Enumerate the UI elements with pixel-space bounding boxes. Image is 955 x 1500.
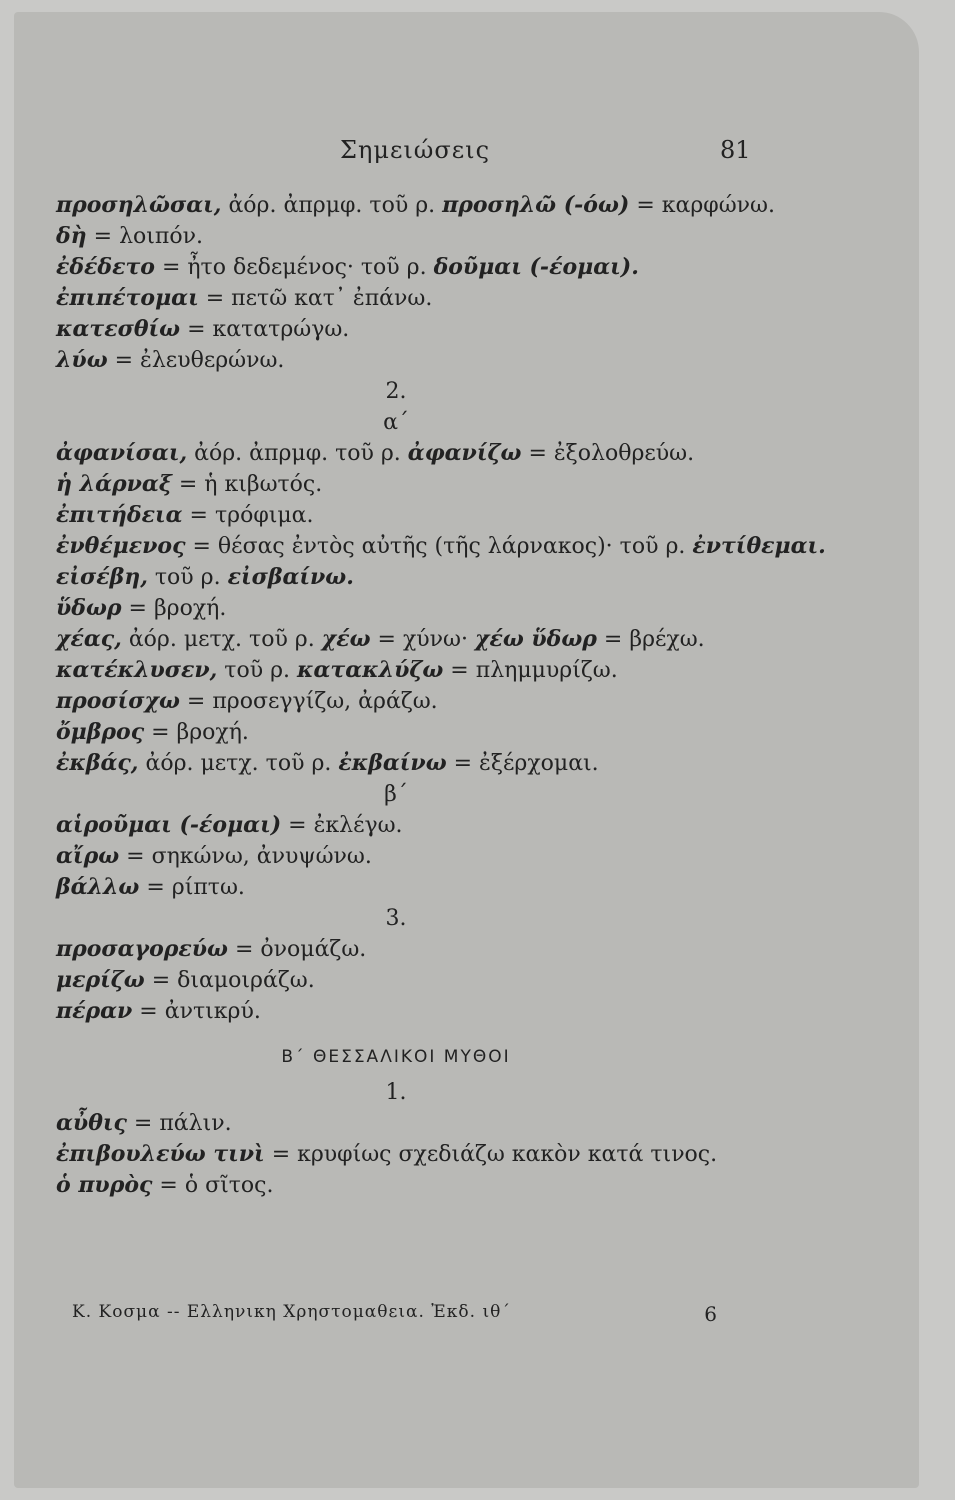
lemma-term: ὁ πυρὸς — [56, 1172, 153, 1198]
gloss-text: τοῦ ρ. — [147, 565, 228, 590]
gloss-line — [56, 717, 776, 748]
gloss-text: = ὁ σῖτος. — [152, 1173, 274, 1198]
gloss-line — [56, 965, 776, 996]
lemma-term: δὴ — [56, 223, 87, 249]
lemma-term: αἱροῦμαι (-έομαι) — [56, 812, 282, 838]
gloss-text: = λοιπόν. — [86, 224, 203, 249]
gloss-line — [56, 252, 776, 283]
gloss-line — [56, 748, 776, 779]
gloss-line — [56, 686, 776, 717]
gloss-line — [56, 624, 776, 655]
lemma-term: χέας, — [56, 626, 122, 652]
gloss-text: = τρόφιμα. — [182, 503, 314, 528]
lemma-term: ἀφανίζω — [407, 440, 522, 466]
chapter-section-number-1: 1. — [385, 1080, 407, 1105]
lemma-term: χέω — [321, 626, 371, 652]
gloss-text: = διαμοιράζω. — [144, 968, 315, 993]
gloss-text: = ἀντικρύ. — [132, 999, 261, 1024]
gloss-text: = χύνω· — [370, 627, 475, 652]
lemma-term: κατέκλυσεν, — [56, 657, 218, 683]
gloss-line — [56, 500, 776, 531]
gloss-line — [56, 996, 776, 1027]
section-3-glossary — [56, 934, 776, 1027]
gloss-text: = ἐξολοθρεύω. — [521, 441, 695, 466]
lemma-term: ἐκβάς, — [56, 750, 139, 776]
gloss-text: = ἦτο δεδεμένος· τοῦ ρ. — [154, 255, 434, 280]
lemma-term: κατεσθίω — [56, 316, 181, 342]
lemma-term: εἰσέβη, — [56, 564, 148, 590]
section-number-3: 3. — [385, 906, 407, 931]
gloss-line — [56, 469, 776, 500]
gloss-text: ἀόρ. ἀπρμφ. τοῦ ρ. — [221, 193, 443, 218]
gloss-text: = βρέχω. — [596, 627, 705, 652]
lemma-term: δοῦμαι (-έομαι). — [433, 254, 639, 280]
page-header — [0, 128, 955, 168]
lemma-term: προσίσχω — [56, 688, 180, 714]
signature-mark: 6 — [704, 1302, 718, 1326]
gloss-line — [56, 345, 776, 376]
page-number: 81 — [720, 136, 751, 164]
gloss-line — [56, 655, 776, 686]
gloss-line — [56, 810, 776, 841]
lemma-term: ἐπιπέτομαι — [56, 285, 199, 311]
gloss-line — [56, 1139, 776, 1170]
gloss-text: = θέσας ἐντὸς αὐτῆς (τῆς λάρνακος)· τοῦ ρ. — [185, 534, 693, 559]
gloss-text: = ρίπτω. — [139, 875, 245, 900]
subheading-beta: β΄ — [384, 782, 408, 807]
gloss-text: = προσεγγίζω, ἀράζω. — [179, 689, 438, 714]
gloss-text: = πετῶ κατ᾽ ἐπάνω. — [198, 286, 433, 311]
gloss-text: = καρφώνω. — [629, 193, 775, 218]
gloss-line — [56, 1170, 776, 1201]
lemma-term: ἐπιβουλεύω τινὶ — [56, 1141, 265, 1167]
gloss-line — [56, 562, 776, 593]
page-footer — [72, 1302, 718, 1334]
section-2b-glossary — [56, 810, 776, 903]
gloss-line — [56, 438, 776, 469]
lemma-term: λύω — [56, 347, 108, 373]
gloss-line — [56, 593, 776, 624]
lemma-term: ἐδέδετο — [56, 254, 155, 280]
lemma-term: προσηλῶσαι, — [56, 192, 222, 218]
gloss-text: = σηκώνω, ἀνυψώνω. — [119, 844, 372, 869]
lemma-term: αὖθις — [56, 1110, 127, 1136]
gloss-text: ἀόρ. ἀπρμφ. τοῦ ρ. — [187, 441, 408, 466]
lemma-term: κατακλύζω — [297, 657, 444, 683]
gloss-line — [56, 221, 776, 252]
section-2a-glossary — [56, 438, 826, 779]
gloss-text: = ἡ κιβωτός. — [171, 472, 323, 497]
gloss-line — [56, 283, 776, 314]
gloss-line — [56, 314, 776, 345]
gloss-text: τοῦ ρ. — [217, 658, 297, 683]
running-title: Σημειώσεις — [340, 136, 491, 164]
subheading-alpha: α΄ — [383, 410, 409, 435]
lemma-term: ἐκβαίνω — [338, 750, 447, 776]
lemma-term: ἀφανίσαι, — [56, 440, 188, 466]
gloss-text: = βροχή. — [121, 596, 227, 621]
gloss-text: = ὀνομάζω. — [227, 937, 367, 962]
gloss-text: = βροχή. — [144, 720, 249, 745]
gloss-line — [56, 841, 776, 872]
lemma-term: ὕδωρ — [56, 595, 122, 621]
lemma-term: ἐντίθεμαι. — [692, 533, 826, 559]
lemma-term: βάλλω — [56, 874, 140, 900]
chapter-title: Β΄ ΘΕΣΣΑΛΙΚΟΙ ΜΥΘΟΙ — [281, 1047, 511, 1067]
gloss-line — [56, 190, 776, 221]
gloss-text: = πλημμυρίζω. — [443, 658, 618, 683]
gloss-line — [56, 934, 776, 965]
gloss-text: ἀόρ. μετχ. τοῦ ρ. — [138, 751, 339, 776]
gloss-line — [56, 872, 776, 903]
section-1-glossary — [56, 190, 776, 376]
lemma-term: μερίζω — [56, 967, 145, 993]
lemma-term: αἴρω — [56, 843, 120, 869]
gloss-text: = πάλιν. — [126, 1111, 232, 1136]
lemma-term: ὄμβρος — [56, 719, 145, 745]
gloss-text: = ἐλευθερώνω. — [107, 348, 285, 373]
gloss-text: ἀόρ. μετχ. τοῦ ρ. — [121, 627, 322, 652]
gloss-text: = ἐκλέγω. — [281, 813, 403, 838]
lemma-term: ἐνθέμενος — [56, 533, 186, 559]
gloss-text: = κρυφίως σχεδιάζω κακὸν κατά τινος. — [264, 1142, 718, 1167]
gloss-line — [56, 1108, 776, 1139]
footer-text: Κ. Κοσμα -- Ελληνικη Χρηστομαθεια. Ἐκδ. ιθ΄ — [72, 1302, 511, 1322]
lemma-term: εἰσβαίνω. — [227, 564, 354, 590]
lemma-term: προσηλῶ (-όω) — [442, 192, 630, 218]
lemma-term: ἐπιτήδεια — [56, 502, 183, 528]
gloss-text: = κατατρώγω. — [180, 317, 350, 342]
gloss-text: = ἐξέρχομαι. — [446, 751, 599, 776]
lemma-term: πέραν — [56, 998, 133, 1024]
lemma-term: προσαγορεύω — [56, 936, 228, 962]
lemma-term: ἡ λάρναξ — [56, 471, 172, 497]
lemma-term: χέω ὕδωρ — [474, 626, 597, 652]
page-body — [56, 190, 826, 1201]
section-number-2: 2. — [385, 379, 407, 404]
chapter-glossary — [56, 1108, 776, 1201]
gloss-line — [56, 531, 826, 562]
